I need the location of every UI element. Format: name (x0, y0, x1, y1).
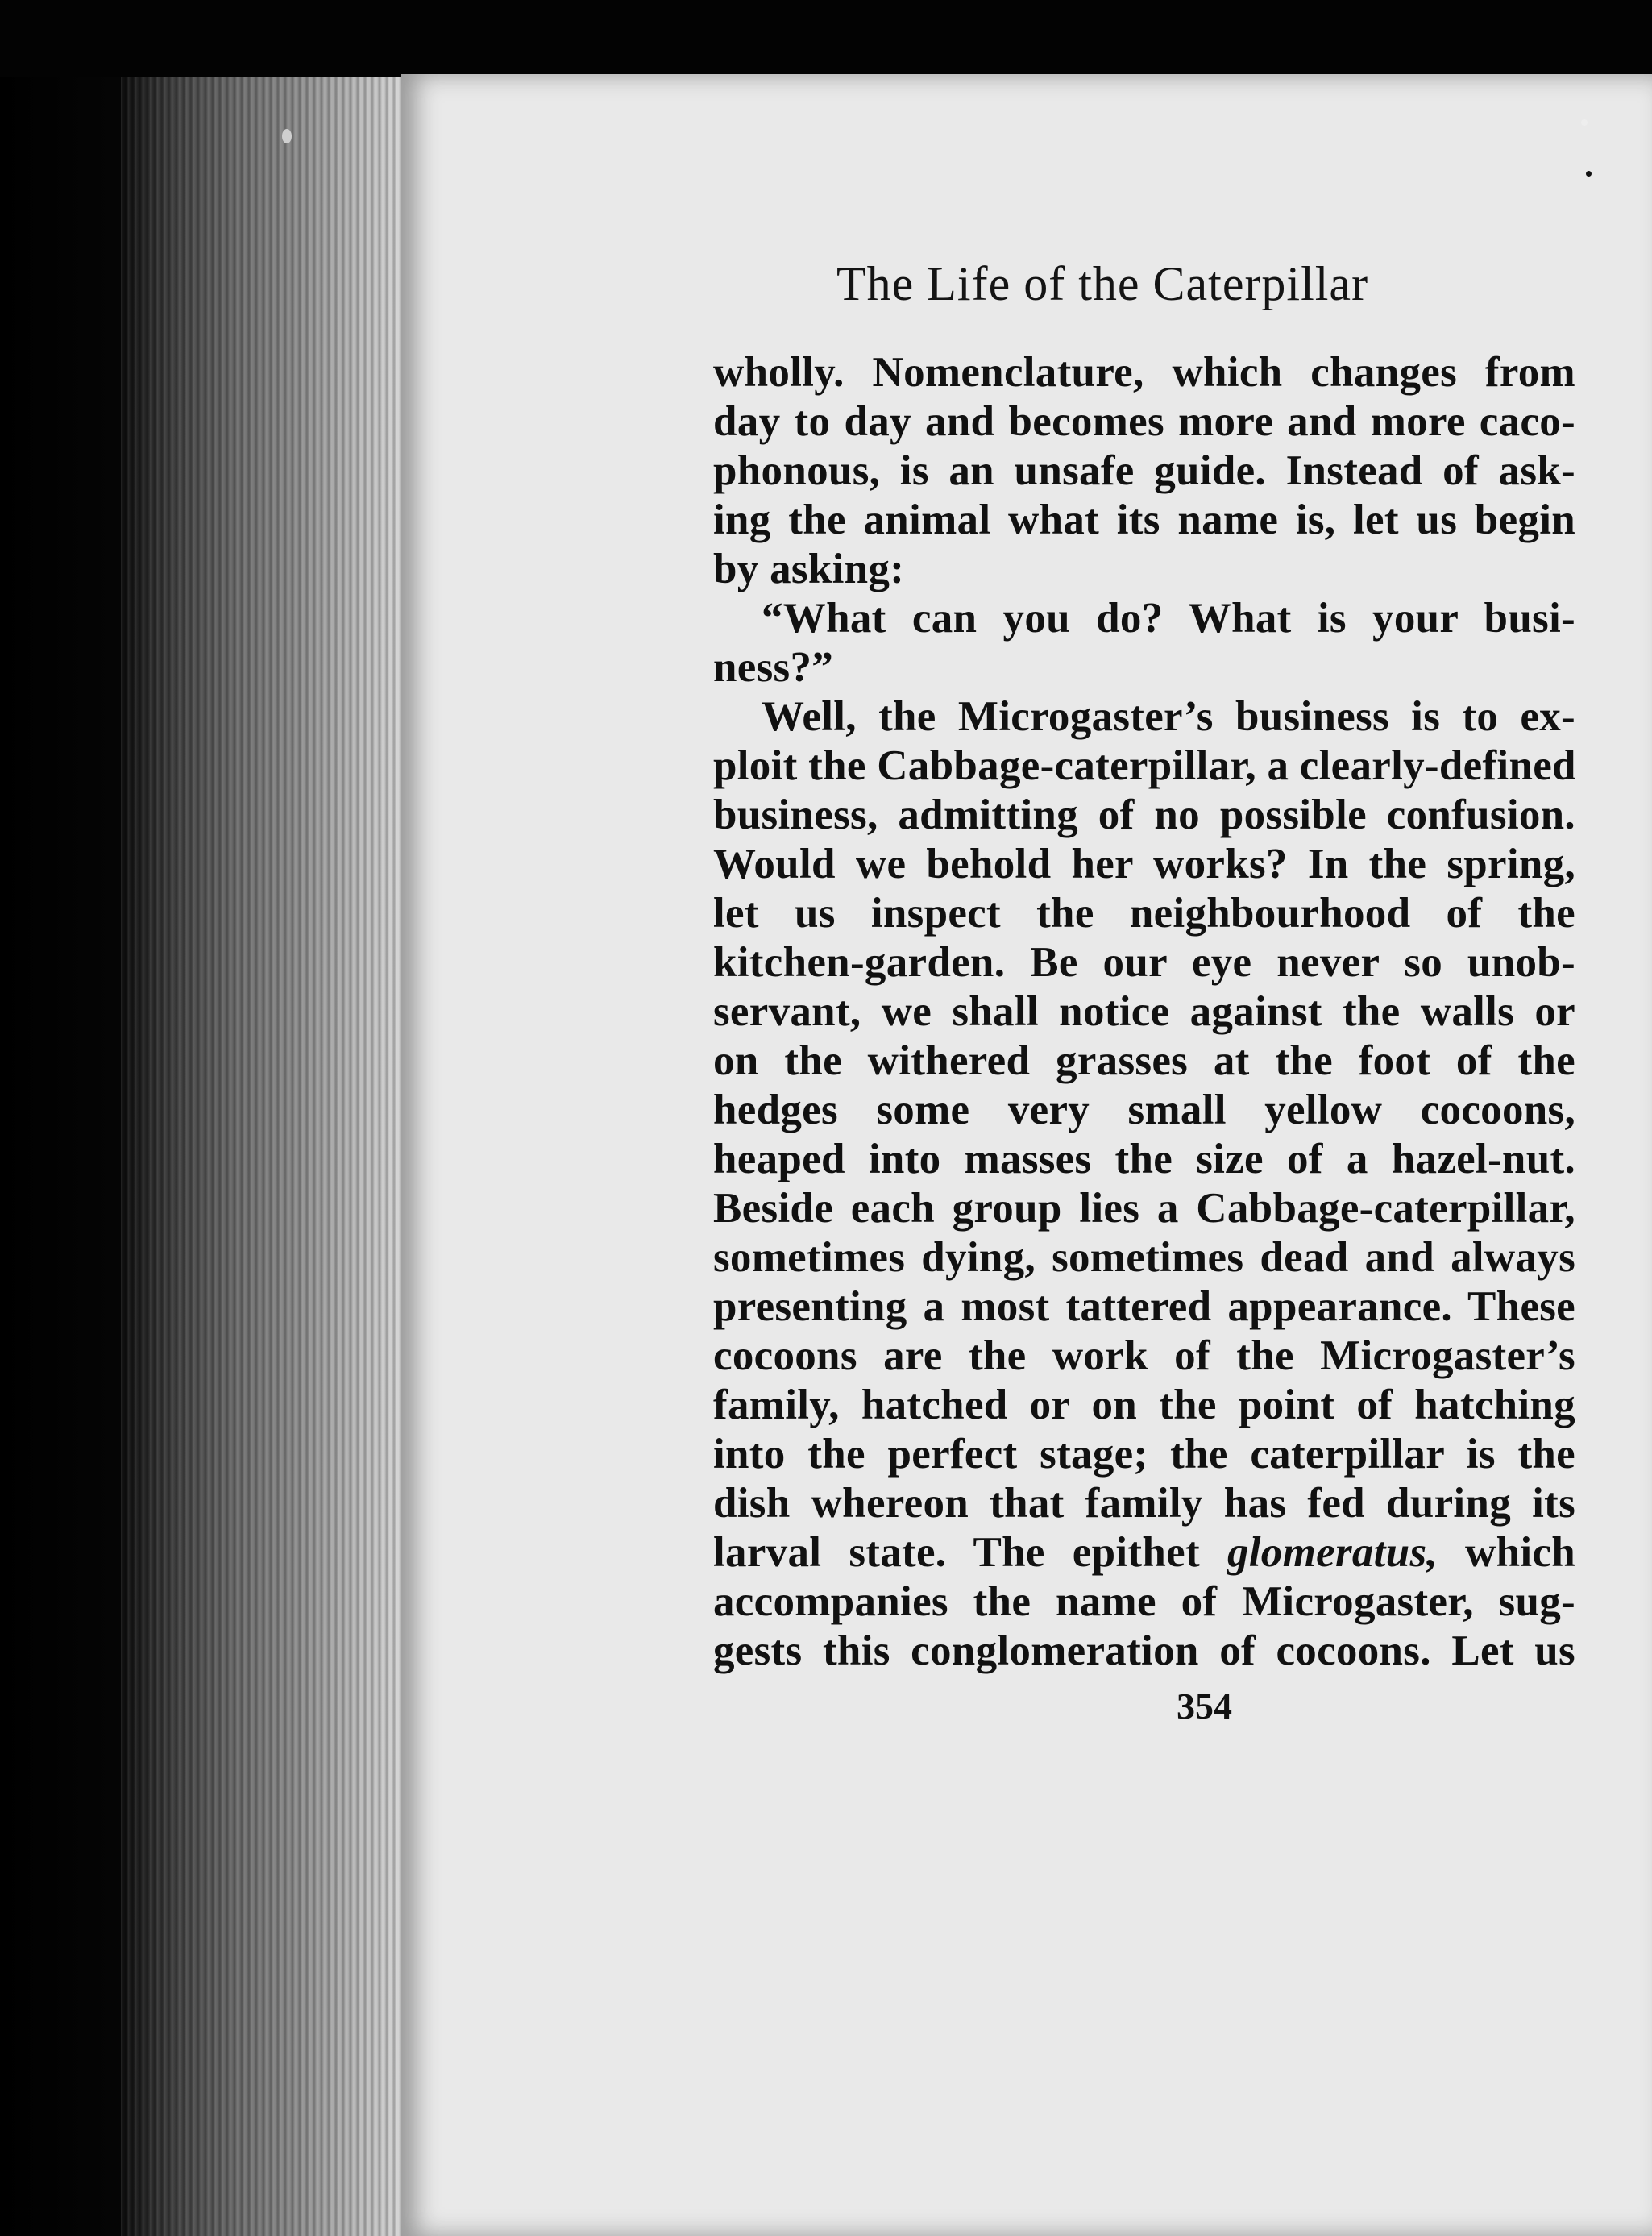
dust-speck (1586, 171, 1592, 177)
text-line: ploit the Cabbage-caterpillar, a clearly-defined (713, 742, 1576, 789)
dust-speck (1581, 119, 1588, 126)
text-line: ing the animal what its name is, let us begin (713, 497, 1575, 543)
text-line: Beside each group lies a Cabbage-caterpillar, (713, 1185, 1575, 1232)
text-line: sometimes dying, sometimes dead and always (713, 1234, 1575, 1281)
italic-term: glomeratus, (1227, 1529, 1438, 1576)
dust-speck (282, 129, 292, 143)
text-line: business, admitting of no possible confusion. (713, 792, 1575, 838)
text-line: ness?” (713, 644, 834, 691)
text-line: Well, the Microgaster’s business is to ex- (762, 693, 1575, 740)
text-line: on the withered grasses at the foot of the (713, 1037, 1575, 1084)
text-line: presenting a most tattered appearance. These (713, 1283, 1575, 1330)
text-line: by asking: (713, 546, 905, 592)
text-line: gests this conglomeration of cocoons. Let us (713, 1627, 1575, 1674)
text-line: phonous, is an unsafe guide. Instead of ask- (713, 447, 1575, 494)
text-line: accompanies the name of Microgaster, sug- (713, 1578, 1575, 1625)
page-number: 354 (1177, 1685, 1232, 1727)
page-edges (121, 48, 411, 2236)
text-line-with-italic (713, 1528, 1575, 1577)
text-line: heaped into masses the size of a hazel-nut. (713, 1136, 1575, 1182)
text-segment: which (1437, 1529, 1575, 1576)
text-line: kitchen-garden. Be our eye never so unob- (713, 939, 1575, 986)
text-line: into the perfect stage; the caterpillar is the (713, 1431, 1575, 1478)
text-line: dish whereon that family has fed during its (713, 1480, 1575, 1527)
text-line: family, hatched or on the point of hatching (713, 1382, 1575, 1428)
text-segment: larval state. The epithet (713, 1529, 1227, 1576)
text-line: servant, we shall notice against the walls or (713, 988, 1575, 1035)
text-line: day to day and becomes more and more caco- (713, 398, 1575, 445)
top-dark-border (0, 0, 1652, 77)
text-line: Would we behold her works? In the spring, (713, 841, 1575, 887)
running-head: The Life of the Caterpillar (836, 257, 1369, 310)
text-line: “What can you do? What is your busi- (762, 595, 1575, 642)
text-line: wholly. Nomenclature, which changes from (713, 349, 1575, 396)
text-line: cocoons are the work of the Microgaster’s (713, 1332, 1575, 1379)
text-line: let us inspect the neighbourhood of the (713, 890, 1575, 937)
body-text (713, 348, 1575, 1676)
text-line: hedges some very small yellow cocoons, (713, 1087, 1575, 1133)
